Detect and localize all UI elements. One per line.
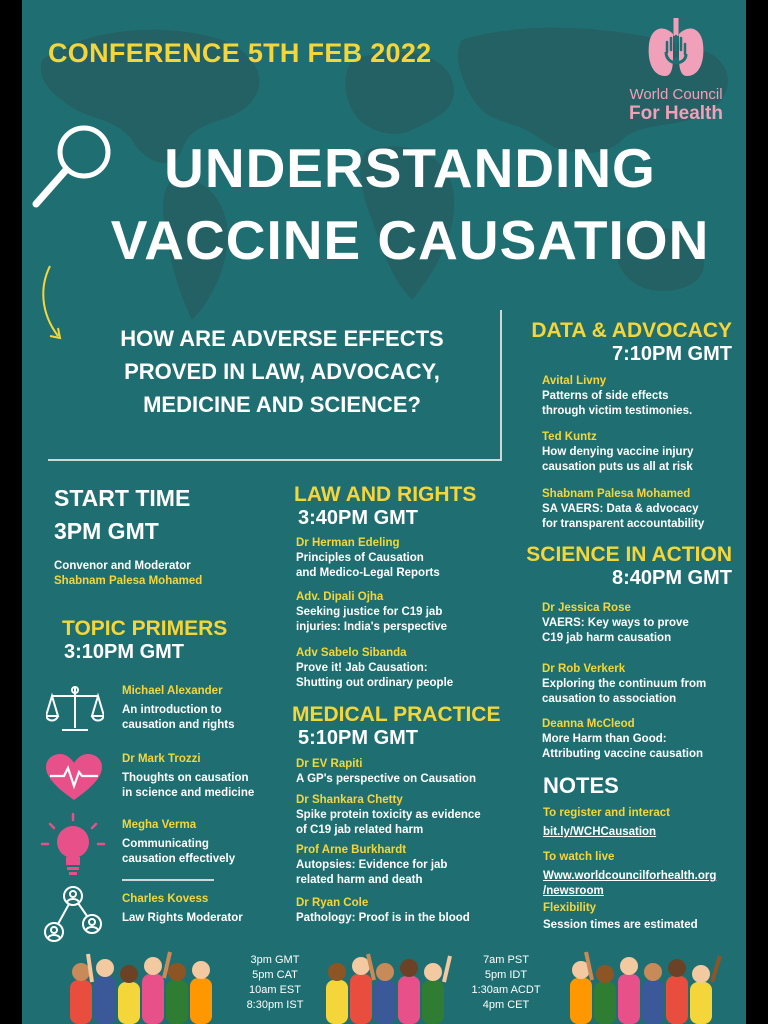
scales-icon	[46, 682, 104, 736]
medical-desc-2: related harm and death	[296, 874, 423, 886]
data-desc-2: for transparent accountability	[542, 518, 705, 530]
divider-horizontal	[48, 459, 502, 461]
science-desc-1: Exploring the continuum from	[542, 678, 707, 690]
medical-speaker: Dr Ryan Cole	[296, 897, 369, 909]
primer-item	[122, 684, 292, 733]
science-item	[542, 601, 738, 646]
law-time: 3:40PM GMT	[298, 507, 419, 529]
register-link[interactable]: bit.ly/WCHCausation	[543, 826, 657, 838]
primer-desc-1: Communicating	[122, 838, 209, 850]
law-desc-1: Prove it! Jab Causation:	[296, 662, 428, 674]
law-item	[296, 590, 506, 635]
law-speaker: Dr Herman Edeling	[296, 537, 400, 549]
crowd-illustration-center	[322, 950, 458, 1024]
medical-practice-section	[292, 704, 522, 750]
science-desc-2: C19 jab harm causation	[542, 632, 672, 644]
watch-label: To watch live	[543, 851, 615, 863]
timezone-line: 3pm GMT	[250, 954, 300, 966]
primer-desc-1: An introduction to	[122, 704, 222, 716]
moderator-name: Shabnam Palesa Mohamed	[54, 575, 203, 587]
science-item	[542, 717, 738, 762]
topic-primers-heading: TOPIC PRIMERS	[62, 617, 228, 640]
primer-speaker: Dr Mark Trozzi	[122, 753, 201, 765]
topic-primers-time: 3:10PM GMT	[64, 641, 185, 663]
watch-link[interactable]	[543, 869, 743, 899]
crowd-illustration-right	[562, 950, 732, 1024]
law-desc-2: injuries: India's perspective	[296, 621, 448, 633]
start-time-section	[54, 481, 274, 589]
moderator-role: Convenor and Moderator	[54, 560, 191, 572]
primer-speaker: Charles Kovess	[122, 893, 209, 905]
timezones-right	[458, 953, 554, 1013]
timezone-line: 8:30pm IST	[246, 999, 304, 1011]
notes-heading: NOTES	[543, 773, 619, 798]
primer-item	[122, 818, 292, 867]
medical-item	[296, 896, 506, 926]
science-desc-1: VAERS: Key ways to prove	[542, 617, 689, 629]
start-heading: START TIME	[54, 485, 191, 511]
primer-desc-1: Thoughts on causation	[122, 772, 249, 784]
law-desc-1: Seeking justice for C19 jab	[296, 606, 443, 618]
logo-line-2: For Health	[629, 103, 723, 124]
law-speaker: Adv Sabelo Sibanda	[296, 647, 407, 659]
watch-link-line-2[interactable]: /newsroom	[543, 885, 604, 897]
timezone-line: 5pm CAT	[252, 969, 298, 981]
topic-primers-header	[62, 618, 262, 664]
conference-date: CONFERENCE 5TH FEB 2022	[48, 38, 432, 68]
law-item	[296, 536, 506, 581]
medical-desc-1: Spike protein toxicity as evidence	[296, 809, 481, 821]
medical-speaker: Dr EV Rapiti	[296, 758, 363, 770]
primer-speaker: Michael Alexander	[122, 685, 223, 697]
primer-divider	[122, 879, 214, 881]
question-line-3: MEDICINE AND SCIENCE?	[143, 392, 421, 417]
notes-section	[543, 772, 743, 933]
medical-time: 5:10PM GMT	[298, 727, 419, 749]
data-item	[542, 430, 738, 475]
data-desc-2: causation puts us all at risk	[542, 461, 693, 473]
law-rights-section	[294, 484, 514, 530]
logo-line-1: World Council	[629, 86, 723, 103]
medical-desc-1: Pathology: Proof is in the blood	[296, 912, 470, 924]
law-heading: LAW AND RIGHTS	[294, 483, 477, 506]
question-line-2: PROVED IN LAW, ADVOCACY,	[124, 359, 440, 384]
lungs-hand-logo-icon	[645, 14, 707, 80]
science-action-section	[502, 544, 732, 590]
medical-item	[296, 843, 506, 888]
medical-item	[296, 793, 506, 838]
science-desc-2: Attributing vaccine causation	[542, 748, 704, 760]
data-desc-1: How denying vaccine injury	[542, 446, 694, 458]
flexibility-label: Flexibility	[543, 902, 597, 914]
science-speaker: Deanna McCleod	[542, 718, 635, 730]
medical-desc-2: of C19 jab related harm	[296, 824, 424, 836]
lightbulb-icon	[40, 812, 106, 882]
science-desc-2: causation to association	[542, 693, 677, 705]
primer-item	[122, 892, 292, 926]
question-text	[62, 322, 502, 421]
data-desc-2: through victim testimonies.	[542, 405, 693, 417]
science-heading: SCIENCE IN ACTION	[526, 543, 732, 566]
data-item	[542, 487, 738, 532]
medical-heading: MEDICAL PRACTICE	[292, 703, 501, 726]
science-desc-1: More Harm than Good:	[542, 733, 667, 745]
network-icon	[42, 884, 104, 946]
poster	[22, 0, 746, 1024]
question-line-1: HOW ARE ADVERSE EFFECTS	[120, 326, 444, 351]
data-time: 7:10PM GMT	[611, 343, 732, 365]
main-title	[80, 132, 740, 276]
wch-logo	[616, 14, 736, 123]
data-desc-1: SA VAERS: Data & advocacy	[542, 503, 699, 515]
crowd-illustration-left	[62, 950, 222, 1024]
data-desc-1: Patterns of side effects	[542, 390, 669, 402]
data-speaker: Avital Livny	[542, 375, 607, 387]
primer-desc-2: causation and rights	[122, 719, 235, 731]
primer-item	[122, 752, 292, 801]
timezone-line: 5pm IDT	[484, 969, 528, 981]
timezone-line: 1:30am ACDT	[471, 984, 541, 996]
data-speaker: Ted Kuntz	[542, 431, 597, 443]
law-speaker: Adv. Dipali Ojha	[296, 591, 384, 603]
law-desc-1: Principles of Causation	[296, 552, 424, 564]
law-desc-2: and Medico-Legal Reports	[296, 567, 440, 579]
medical-desc-1: Autopsies: Evidence for jab	[296, 859, 448, 871]
register-label: To register and interact	[543, 807, 670, 819]
medical-item	[296, 757, 506, 787]
science-time: 8:40PM GMT	[611, 567, 732, 589]
primer-speaker: Megha Verma	[122, 819, 197, 831]
timezone-line: 7am PST	[483, 954, 529, 966]
data-speaker: Shabnam Palesa Mohamed	[542, 488, 691, 500]
primer-desc-1: Law Rights Moderator	[122, 912, 243, 924]
divider-vertical	[500, 310, 502, 460]
law-desc-2: Shutting out ordinary people	[296, 677, 454, 689]
heart-icon	[46, 754, 102, 802]
medical-speaker: Dr Shankara Chetty	[296, 794, 403, 806]
title-line-1: UNDERSTANDING	[164, 137, 656, 199]
primer-desc-2: in science and medicine	[122, 787, 255, 799]
primer-desc-2: causation effectively	[122, 853, 236, 865]
flexibility-text: Session times are estimated	[543, 919, 698, 931]
timezones-left	[232, 953, 318, 1013]
law-item	[296, 646, 506, 691]
data-heading: DATA & ADVOCACY	[531, 319, 732, 342]
watch-link-line-1[interactable]: Www.worldcouncilforhealth.org	[543, 870, 717, 882]
data-item	[542, 374, 738, 419]
data-advocacy-section	[510, 320, 732, 366]
start-time: 3PM GMT	[54, 518, 159, 544]
timezone-line: 4pm CET	[482, 999, 530, 1011]
medical-speaker: Prof Arne Burkhardt	[296, 844, 407, 856]
title-line-2: VACCINE CAUSATION	[110, 209, 710, 271]
timezone-line: 10am EST	[249, 984, 301, 996]
science-speaker: Dr Rob Verkerk	[542, 663, 626, 675]
medical-desc-1: A GP's perspective on Causation	[296, 773, 476, 785]
science-item	[542, 662, 738, 707]
science-speaker: Dr Jessica Rose	[542, 602, 631, 614]
